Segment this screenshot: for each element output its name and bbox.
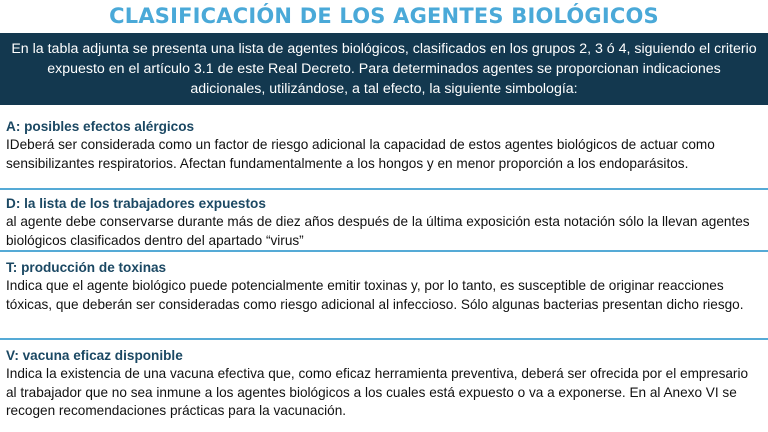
section-heading: D: la lista de los trabajadores expuestos (6, 196, 266, 211)
section-heading: A: posibles efectos alérgicos (6, 119, 195, 134)
section-heading: T: producción de toxinas (6, 260, 167, 275)
section-body: Indica la existencia de una vacuna efectiva que, como eficaz herramienta preventiva, deberá ser ofrecida por el empresario al trabajador que no sea inmune a los agentes biológicos a los cuales está expuesto o va a exponerse. En al Anexo VI se recogen recomendaciones prácticas para la vacunación. (6, 366, 749, 418)
section-vaccine-available (0, 340, 768, 421)
section-body: al agente debe conservarse durante más de diez años después de la última exposición esta notación sólo la llevan agentes biológicos clasificados dentro del apartado “virus” (6, 214, 750, 248)
page-title: CLASIFICACIÓN DE LOS AGENTES BIOLÓGICOS (109, 4, 659, 28)
intro-banner (0, 33, 768, 105)
section-toxin-production (0, 252, 768, 340)
section-exposed-workers-list (0, 190, 768, 252)
section-body: Indica que el agente biológico puede potencialmente emitir toxinas y, por lo tanto, es susceptible de originar reacciones tóxicas, que deberán ser consideradas como riesgo adicional al infeccioso. Sólo algunas bacterias presentan dicho riesgo. (6, 278, 744, 312)
section-heading: V: vacuna eficaz disponible (6, 348, 183, 363)
intro-text: En la tabla adjunta se presenta una lista de agentes biológicos, clasificados en los grupos 2, 3 ó 4, siguiendo el criterio expuesto en el artículo 3.1 de este Real Decreto. Para determinados agentes se proporcionan indicaciones adicionales, utilizándose, a tal efecto, la siguiente simbología: (11, 41, 757, 97)
section-body: IDeberá ser considerada como un factor de riesgo adicional la capacidad de estos agentes biológicos de actuar como sensibilizantes respiratorios. Afectan fundamentalmente a los hongos y en menor proporción a los endoparásitos. (6, 137, 715, 171)
section-allergic-effects (0, 117, 768, 190)
